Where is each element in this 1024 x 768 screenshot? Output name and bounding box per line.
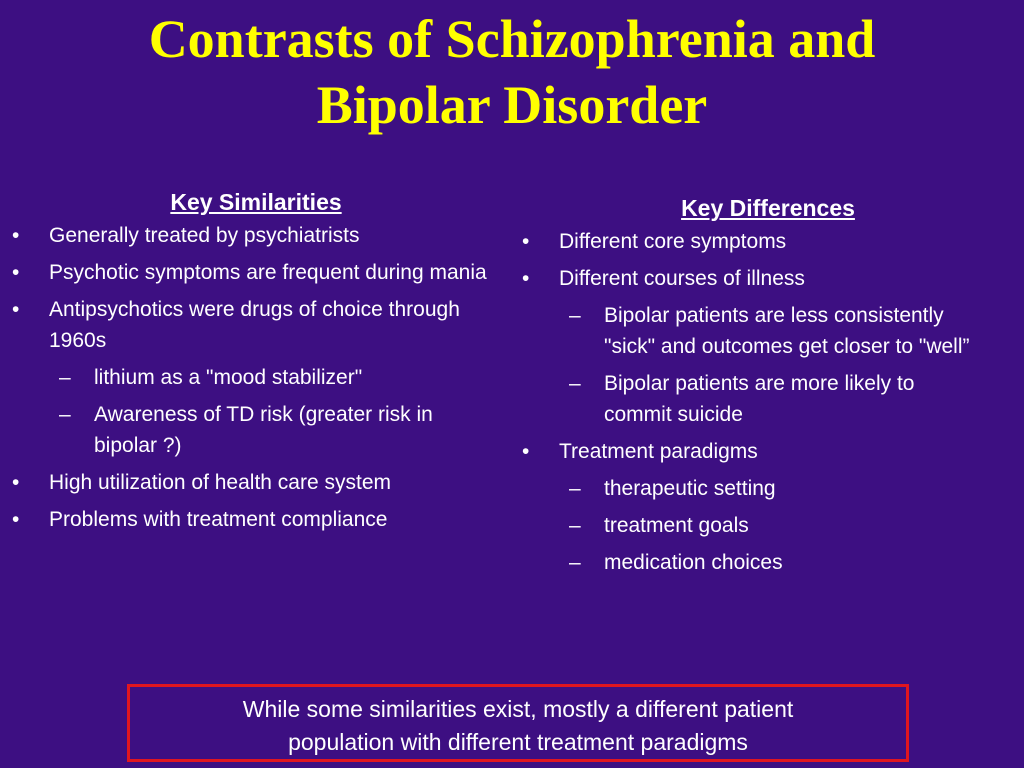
dash-icon: –: [569, 514, 581, 537]
list-item-text: Different core symptoms: [559, 230, 787, 253]
slide-title-line-2: Bipolar Disorder: [316, 75, 708, 135]
list-item: [10, 257, 489, 288]
slide-title: [0, 6, 1024, 138]
dash-icon: –: [569, 477, 581, 500]
slide-title-line-1: Contrasts of Schizophrenia and: [148, 9, 876, 69]
dash-icon: –: [59, 366, 71, 389]
sub-list-item: [520, 473, 984, 504]
sub-list: [520, 473, 999, 578]
summary-line-2: population with different treatment paradigms: [288, 729, 748, 755]
bullet-icon: •: [12, 471, 20, 494]
list-item: [10, 294, 489, 461]
bullet-icon: •: [12, 224, 20, 247]
sub-list-item: [520, 547, 984, 578]
summary-box: [127, 684, 909, 762]
list-item: [520, 263, 999, 430]
list-item: [10, 220, 489, 251]
bullet-icon: •: [522, 230, 530, 253]
sub-list: [10, 362, 489, 461]
bullet-icon: •: [522, 267, 530, 290]
list-item-text: Treatment paradigms: [559, 440, 758, 463]
bullet-icon: •: [12, 508, 20, 531]
similarities-heading: Key Similarities: [170, 189, 342, 215]
sub-list-item-text: treatment goals: [604, 514, 749, 537]
similarities-column: [10, 186, 500, 541]
differences-list: [520, 226, 1010, 578]
sub-list-item: [520, 368, 984, 430]
list-item: [10, 467, 489, 498]
dash-icon: –: [569, 551, 581, 574]
sub-list-item-text: medication choices: [604, 551, 783, 574]
list-item-text: Psychotic symptoms are frequent during mania: [49, 261, 487, 284]
bullet-icon: •: [12, 261, 20, 284]
bullet-icon: •: [12, 298, 20, 321]
list-item-text: Generally treated by psychiatrists: [49, 224, 360, 247]
sub-list-item-text: therapeutic setting: [604, 477, 776, 500]
dash-icon: –: [59, 403, 71, 426]
list-item-text: Problems with treatment compliance: [49, 508, 388, 531]
sub-list-item-text: Bipolar patients are less consistently "sick" and outcomes get closer to "well”: [604, 304, 970, 358]
similarities-list: [10, 220, 500, 535]
dash-icon: –: [569, 372, 581, 395]
differences-column: [520, 192, 1010, 584]
list-item-text: Different courses of illness: [559, 267, 805, 290]
list-item: [520, 436, 999, 578]
bullet-icon: •: [522, 440, 530, 463]
sub-list-item-text: lithium as a "mood stabilizer": [94, 366, 363, 389]
sub-list-item: [520, 510, 984, 541]
sub-list-item: [10, 399, 484, 461]
summary-line-1: While some similarities exist, mostly a different patient: [242, 696, 794, 722]
list-item-text: High utilization of health care system: [49, 471, 391, 494]
list-item: [10, 504, 489, 535]
sub-list-item: [520, 300, 984, 362]
list-item-text: Antipsychotics were drugs of choice through 1960s: [49, 298, 460, 352]
sub-list-item-text: Bipolar patients are more likely to commit suicide: [604, 372, 915, 426]
list-item: [520, 226, 999, 257]
differences-heading: Key Differences: [681, 195, 855, 221]
sub-list-item-text: Awareness of TD risk (greater risk in bipolar ?): [94, 403, 433, 457]
sub-list-item: [10, 362, 484, 393]
sub-list: [520, 300, 999, 430]
dash-icon: –: [569, 304, 581, 327]
